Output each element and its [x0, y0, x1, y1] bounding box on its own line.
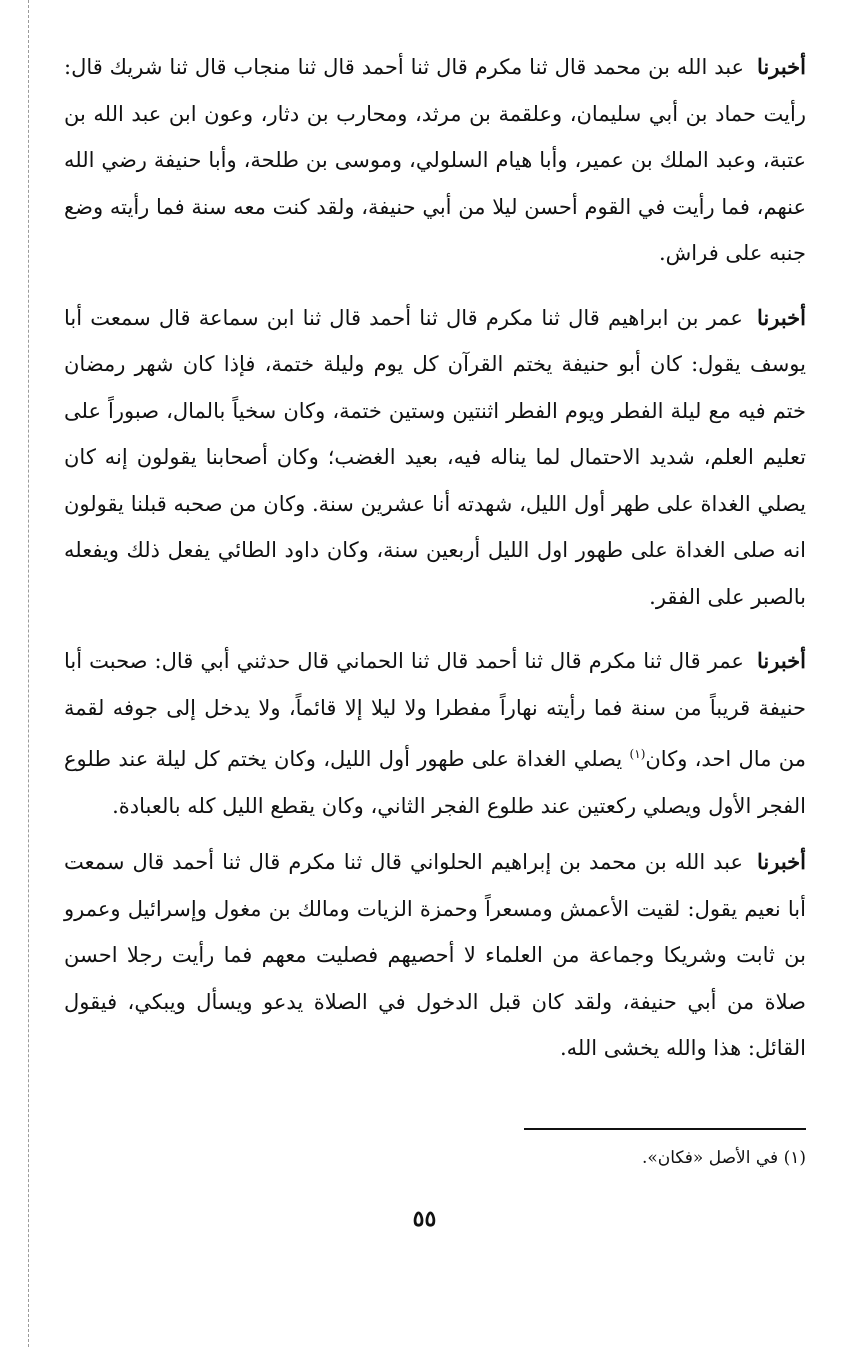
- footnote: (١) في الأصل «فكان».: [641, 1148, 806, 1168]
- footnote-separator: [524, 1128, 806, 1130]
- paragraph-lead-word: أخبرنا: [757, 304, 806, 330]
- paragraph-2: [64, 295, 806, 621]
- paragraph-4: [64, 839, 806, 1072]
- paragraph-lead-word: أخبرنا: [757, 849, 806, 874]
- paragraph-text-before-note: عمر قال ثنا مكرم قال ثنا أحمد قال ثنا الحماني قال حدثني أبي قال: صحبت أبا حنيفة قريباً من سنة فما رأيته نهاراً مفطرا ولا ليلا إلا قائماً، ولا يدخل إلى جوفه لقمة من مال احد، وكان: [64, 649, 806, 771]
- paragraph-1: [64, 44, 806, 277]
- page-number: ٥٥: [412, 1206, 437, 1232]
- page-body: [64, 44, 806, 1072]
- paragraph-3: [64, 638, 806, 829]
- paragraph-text: عمر بن ابراهيم قال ثنا مكرم قال ثنا أحمد قال ثنا ابن سماعة قال سمعت أبا يوسف يقول: كان أبو حنيفة يختم القرآن كل يوم وليلة ختمة، فإذا كان شهر رمضان ختم فيه مع ليلة الفطر ويوم الفطر اثنتين وستين ختمة، وكان سخياً بالمال، صبوراً على تعليم العلم، شديد الاحتمال لما يناله فيه، بعيد الغضب؛ وكان أصحابنا يقولون إنه كان يصلي الغداة على طهر أول الليل، شهدته أنا عشرين سنة. وكان من صحبه قبلنا يقولون انه صلى الغداة على طهور اول الليل أربعين سنة، وكان داود الطائي يفعل ذلك ويفعله بالصبر على الفقر.: [64, 305, 806, 609]
- margin-dashed-line: [28, 0, 29, 1347]
- paragraph-text: عبد الله بن محمد قال ثنا مكرم قال ثنا أحمد قال ثنا منجاب قال ثنا شريك قال: رأيت حماد بن أبي سليمان، وعلقمة بن مرثد، ومحارب بن دثار، وعون ابن عبد الله بن عتبة، وعبد الملك بن عمير، وأبا هيام السلولي، وموسى بن طلحة، وأبا حنيفة رضي الله عنهم، فما رأيت في القوم أحسن ليلا من أبي حنيفة، ولقد كنت معه سنة فما رأيته وضع جنبه على فراش.: [64, 55, 806, 265]
- footnote-reference: (١): [629, 747, 646, 761]
- paragraph-text: عبد الله بن محمد بن إبراهيم الحلواني قال ثنا مكرم قال ثنا أحمد قال سمعت أبا نعيم يقول: لقيت الأعمش ومسعراً وحمزة الزيات ومالك بن مغول وإسرائيل وعمرو بن ثابت وشريكا وجماعة من العلماء لا أحصيهم فصليت معهم فما رأيت رجلا احسن صلاة من أبي حنيفة، ولقد كان قبل الدخول في الصلاة يدعو ويسأل ويبكي، فيقول القائل: هذا والله يخشى الله.: [64, 850, 806, 1060]
- paragraph-lead-word: أخبرنا: [757, 54, 806, 79]
- paragraph-text-after-note: يصلي الغداة على طهور أول الليل، وكان يختم كل ليلة عند طلوع الفجر الأول ويصلي ركعتين عند طلوع الفجر الثاني، وكان يقطع الليل كله بالعبادة.: [64, 747, 806, 818]
- paragraph-lead-word: أخبرنا: [757, 648, 806, 673]
